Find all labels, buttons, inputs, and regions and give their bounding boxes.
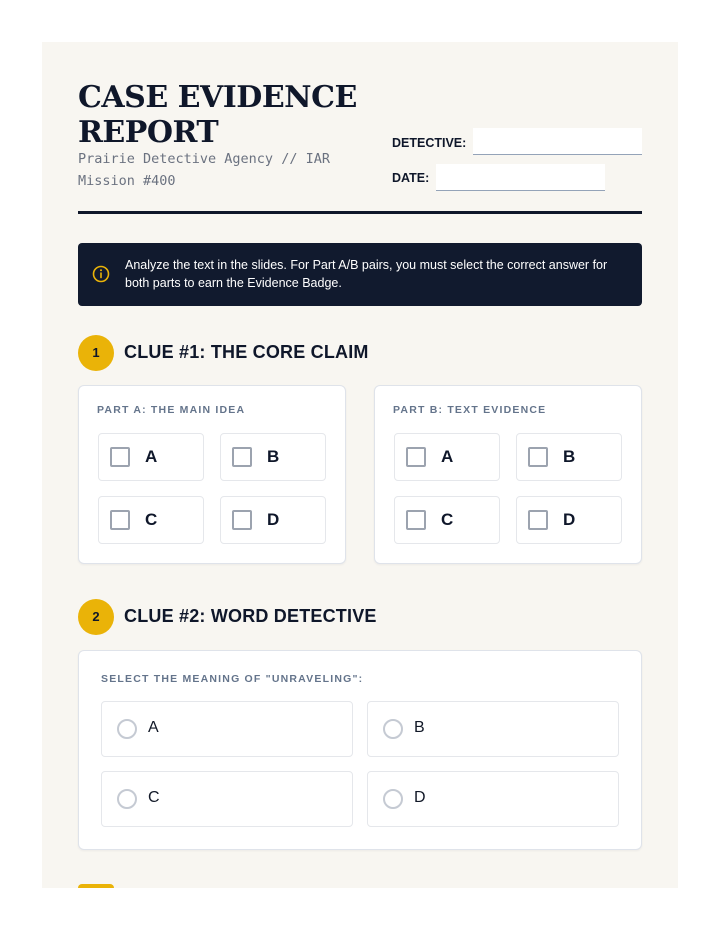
option-letter: A — [145, 447, 158, 466]
checkbox-icon[interactable] — [406, 510, 426, 530]
option-letter: B — [414, 719, 425, 736]
option-letter: A — [441, 447, 454, 466]
evidence-report-sheet — [42, 42, 678, 888]
clue-2-number-badge: 2 — [78, 599, 114, 635]
header-divider — [78, 211, 642, 214]
clue-2-option-c[interactable] — [101, 771, 353, 827]
checkbox-icon[interactable] — [110, 447, 130, 467]
part-b-option-c[interactable] — [394, 496, 500, 544]
clue-1-title: CLUE #1: THE CORE CLAIM — [124, 342, 369, 362]
clue-2-option-d[interactable] — [367, 771, 619, 827]
option-letter: C — [441, 510, 454, 529]
clue-1-part-a-card — [78, 385, 346, 564]
part-b-label: PART B: TEXT EVIDENCE — [393, 404, 547, 416]
clue-1-heading — [78, 335, 642, 371]
part-b-option-d[interactable] — [516, 496, 622, 544]
checkbox-icon[interactable] — [110, 510, 130, 530]
part-a-option-c[interactable] — [98, 496, 204, 544]
date-input[interactable] — [436, 164, 605, 191]
detective-label: DETECTIVE: — [392, 136, 467, 150]
clue-2-card — [78, 650, 642, 850]
part-b-option-a[interactable] — [394, 433, 500, 481]
radio-icon[interactable] — [117, 789, 137, 809]
part-a-label: PART A: THE MAIN IDEA — [97, 404, 246, 416]
info-circle-icon — [92, 265, 110, 283]
option-letter: D — [414, 789, 426, 806]
clue-2-heading — [78, 599, 642, 635]
clue-3-number-badge-partial — [78, 884, 114, 888]
agency-subtitle: Prairie Detective Agency // IAR Mission #400 — [78, 151, 330, 189]
option-letter: D — [267, 510, 280, 529]
clue-2-prompt: SELECT THE MEANING OF "UNRAVELING": — [101, 673, 364, 685]
radio-icon[interactable] — [383, 719, 403, 739]
clue-2-option-b[interactable] — [367, 701, 619, 757]
clue-2-option-a[interactable] — [101, 701, 353, 757]
report-title: CASE EVIDENCE REPORT — [78, 80, 357, 150]
option-letter: A — [148, 719, 159, 736]
detective-name-input[interactable] — [473, 128, 642, 155]
date-label: DATE: — [392, 171, 430, 185]
radio-icon[interactable] — [117, 719, 137, 739]
clue-1-number-badge: 1 — [78, 335, 114, 371]
clue-2-title: CLUE #2: WORD DETECTIVE — [124, 606, 377, 626]
option-letter: C — [145, 510, 158, 529]
instructions-banner — [78, 243, 642, 306]
checkbox-icon[interactable] — [528, 447, 548, 467]
checkbox-icon[interactable] — [406, 447, 426, 467]
checkbox-icon[interactable] — [232, 447, 252, 467]
option-letter: D — [563, 510, 576, 529]
part-a-option-b[interactable] — [220, 433, 326, 481]
part-b-option-b[interactable] — [516, 433, 622, 481]
option-letter: C — [148, 789, 160, 806]
option-letter: B — [563, 447, 576, 466]
checkbox-icon[interactable] — [232, 510, 252, 530]
report-header — [78, 80, 642, 218]
part-a-option-d[interactable] — [220, 496, 326, 544]
instructions-text: Analyze the text in the slides. For Part A/B pairs, you must select the correct answer for both parts to earn the Evidence Badge. — [125, 258, 608, 290]
checkbox-icon[interactable] — [528, 510, 548, 530]
part-a-option-a[interactable] — [98, 433, 204, 481]
option-letter: B — [267, 447, 280, 466]
radio-icon[interactable] — [383, 789, 403, 809]
clue-1-part-b-card — [374, 385, 642, 564]
